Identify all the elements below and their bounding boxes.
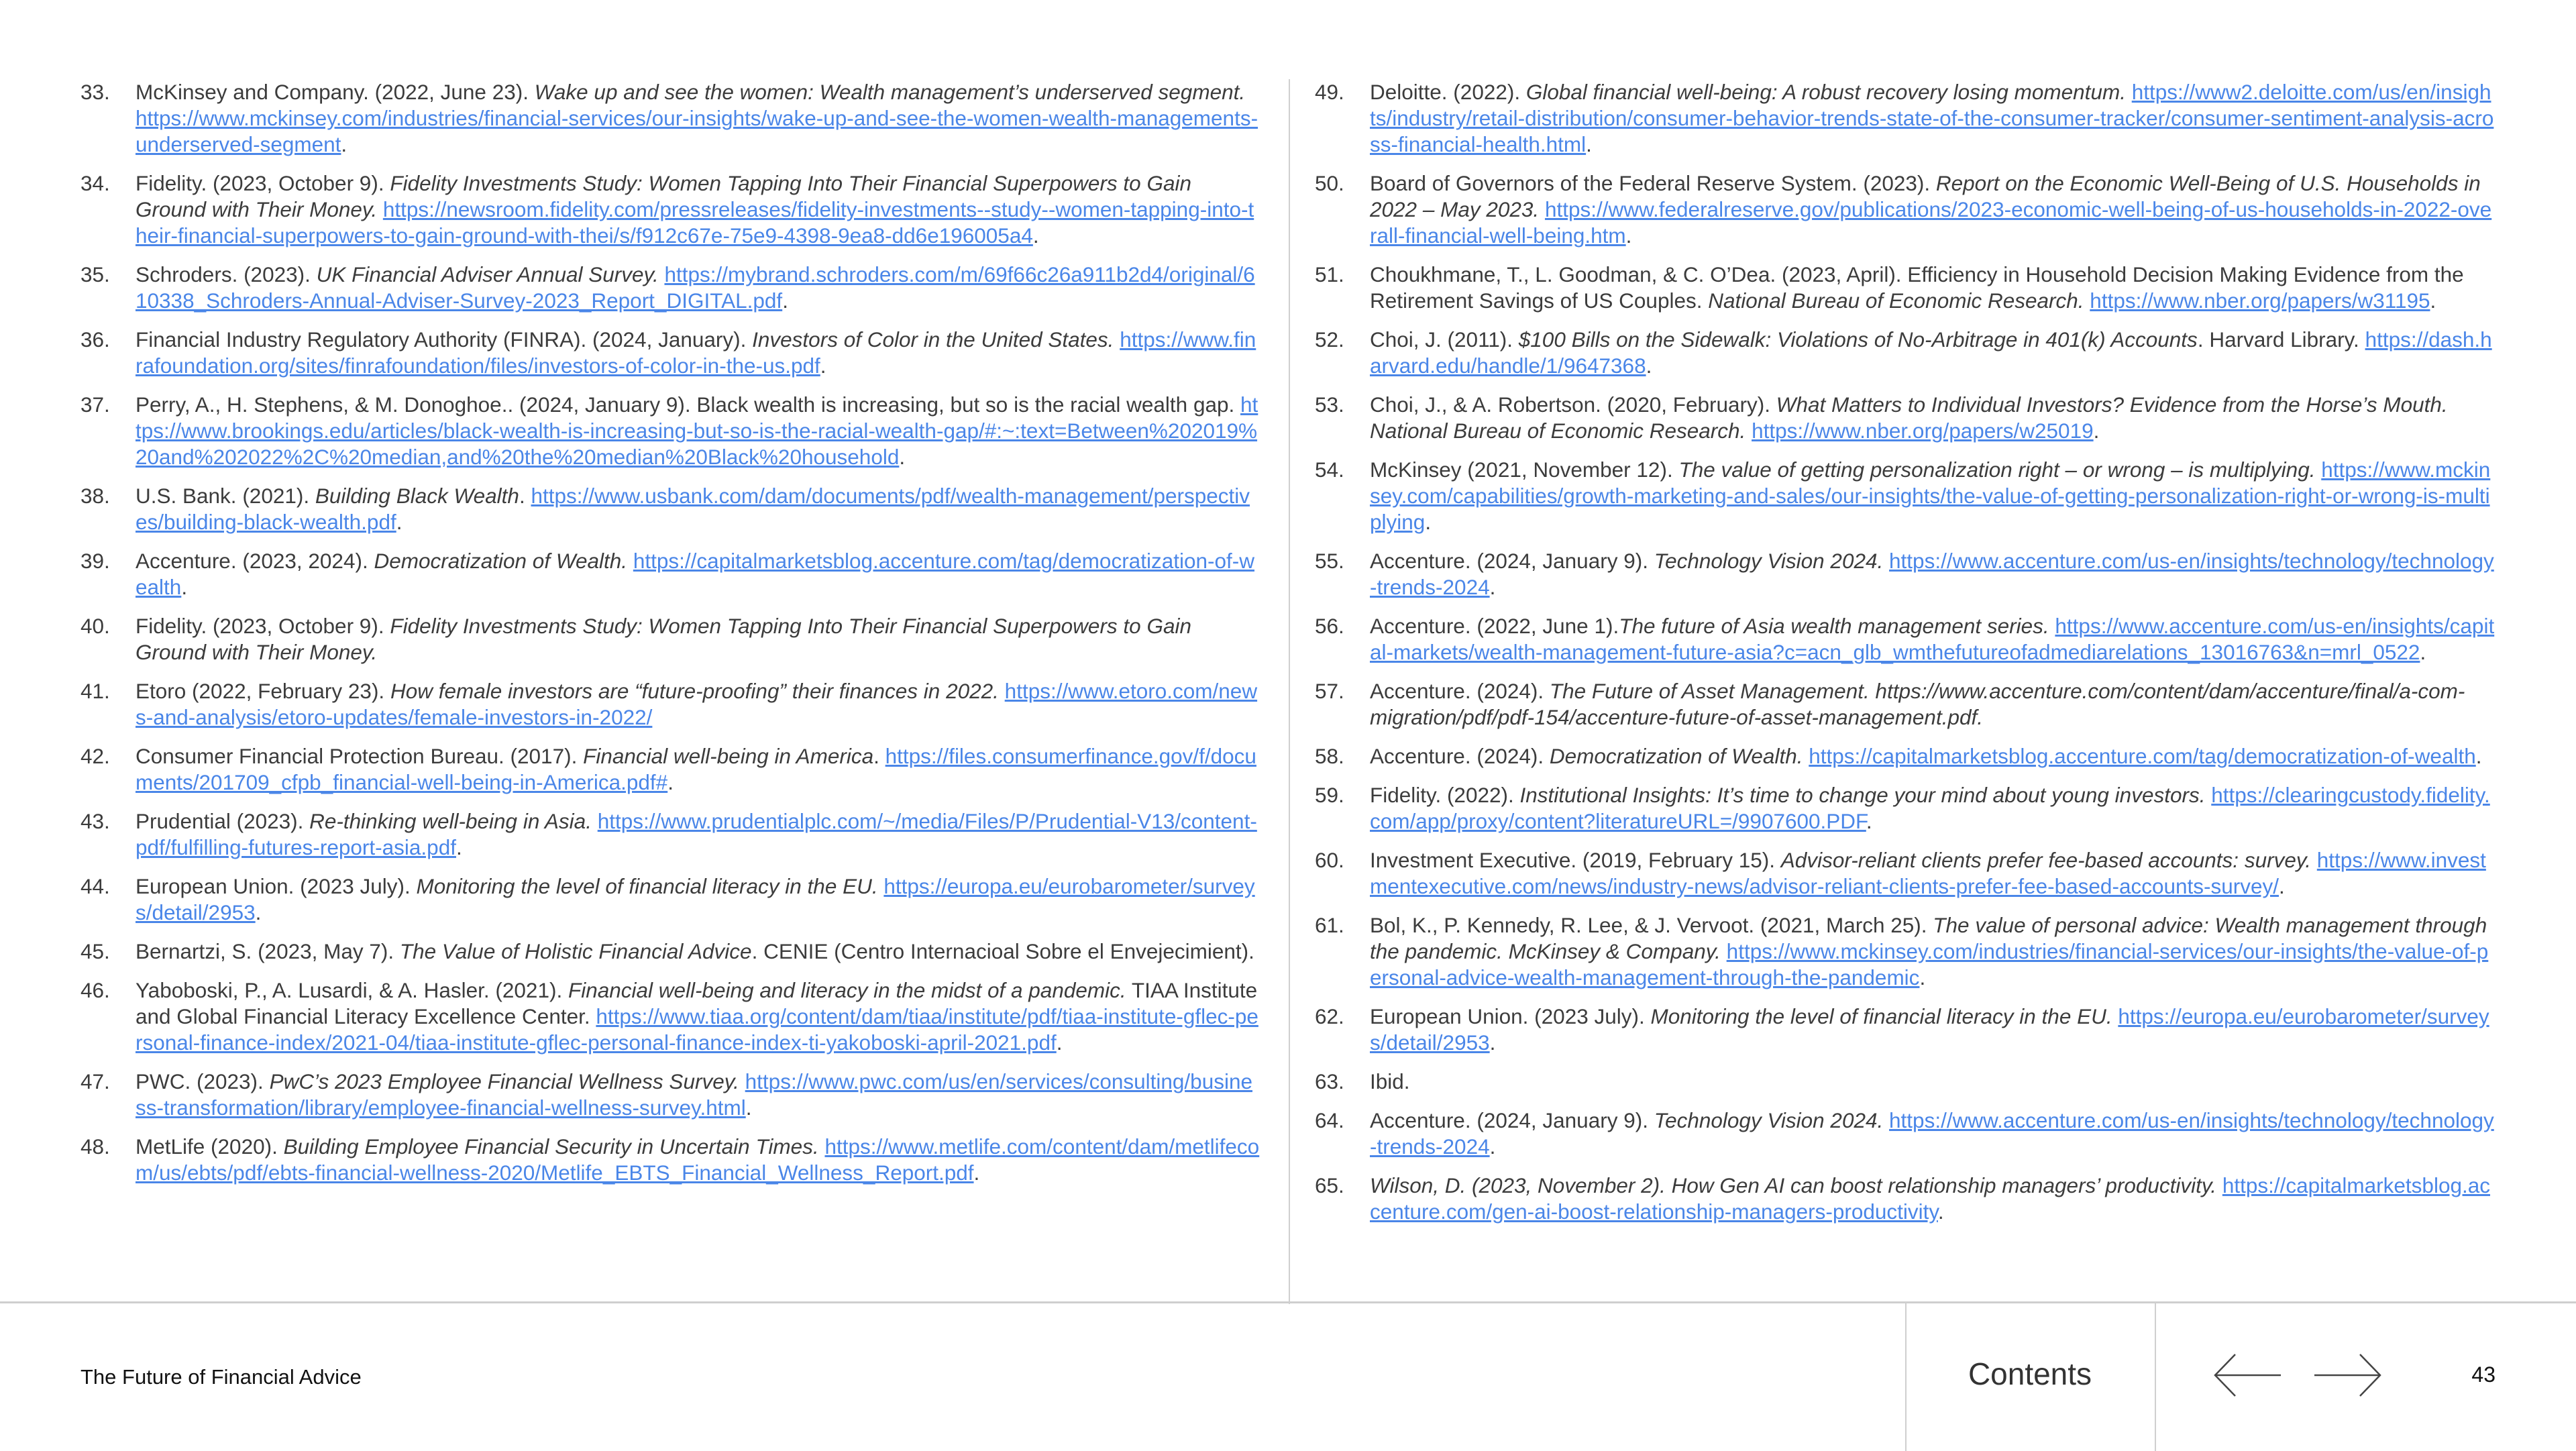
reference-text <box>1370 1173 2496 1225</box>
reference-link[interactable]: https://www.mckinsey.com/industries/financial-services/our-insights/the-value-of-personal-advice-wealth-management-through-the-pandemic <box>1370 939 2489 989</box>
reference-segment <box>1539 197 1545 221</box>
reference-title: Democratization of Wealth. <box>374 549 628 573</box>
reference-text <box>136 808 1261 861</box>
reference-title: Financial well-being in America <box>583 744 874 768</box>
reference-segment: Accenture. (2024, January 9). <box>1370 1108 1654 1132</box>
reference-item <box>80 327 1261 379</box>
reference-number: 41. <box>80 679 110 703</box>
reference-segment: Fidelity. (2023, October 9). <box>136 614 390 638</box>
reference-title: Fidelity Investments Study: Women Tapping Into Their Financial Superpowers to Gain Ground with Their Money. <box>136 171 1191 221</box>
reference-segment: Etoro (2022, February 23). <box>136 679 390 703</box>
reference-link[interactable]: https://www.federalreserve.gov/publications/2023-economic-well-being-of-us-households-in-2022-overall-financial-well-being.htm <box>1370 197 2492 248</box>
reference-segment: . <box>1866 809 1872 833</box>
reference-title: The Value of Holistic Financial Advice <box>399 939 752 963</box>
reference-text <box>136 483 1261 535</box>
reference-title: UK Financial Adviser Annual Survey. <box>316 262 659 286</box>
reference-link[interactable]: https://www.tiaa.org/content/dam/tiaa/institute/pdf/tiaa-institute-gflec-personal-finance-index/2021-04/tiaa-institute-gflec-personal-finance-index-ti-yakoboski-april-2021.pdf <box>136 1004 1258 1055</box>
reference-link[interactable]: https://www.accenture.com/us-en/insights/technology/technology-trends-2024 <box>1370 549 2494 599</box>
reference-text <box>136 678 1261 731</box>
reference-title: National Bureau of Economic Research. <box>1708 288 2084 313</box>
reference-number: 40. <box>80 614 110 638</box>
reference-text <box>136 262 1261 314</box>
reference-item <box>80 548 1261 600</box>
reference-segment: European Union. (2023 July). <box>1370 1004 1651 1028</box>
reference-text <box>1370 743 2496 769</box>
reference-item <box>1315 262 2496 314</box>
reference-segment: . <box>1489 575 1496 599</box>
reference-segment: . <box>782 288 788 313</box>
reference-link[interactable]: https://capitalmarketsblog.accenture.com/tag/democratization-of-wealth <box>136 549 1255 599</box>
reference-segment: Board of Governors of the Federal Reserve System. (2023). <box>1370 171 1936 195</box>
page-number: 43 <box>2471 1362 2496 1387</box>
reference-text <box>136 327 1261 379</box>
reference-link[interactable]: https://newsroom.fidelity.com/pressreleases/fidelity-investments--study--women-tapping-into-their-financial-superpowers-to-gain-ground-with-thei/s/f912c67e-75e9-4398-9ea8-dd6e196005a4 <box>136 197 1254 248</box>
reference-text <box>1370 392 2496 444</box>
reference-title: Institutional Insights: It’s time to change your mind about young investors. <box>1519 783 2206 807</box>
reference-item <box>80 938 1261 965</box>
reference-item <box>1315 678 2496 731</box>
reference-segment: Bol, K., P. Kennedy, R. Lee, & J. Vervoot. (2021, March 25). <box>1370 913 1933 937</box>
contents-link[interactable]: Contents <box>1968 1356 2092 1391</box>
reference-segment: McKinsey (2021, November 12). <box>1370 458 1679 482</box>
reference-text <box>1370 327 2496 379</box>
reference-link[interactable]: https://www.investmentexecutive.com/news/industry-news/advisor-reliant-clients-prefer-fee-based-accounts-survey/ <box>1370 848 2486 898</box>
reference-text <box>136 1134 1261 1186</box>
reference-item <box>1315 548 2496 600</box>
reference-link[interactable]: https://www.mckinsey.com/capabilities/growth-marketing-and-sales/our-insights/the-value-of-getting-personalization-right-or-wrong-is-multiplying <box>1370 458 2491 534</box>
reference-segment <box>627 549 633 573</box>
reference-segment: . <box>2093 419 2100 443</box>
reference-link[interactable]: https://capitalmarketsblog.accenture.com/gen-ai-boost-relationship-managers-productivity <box>1370 1173 2491 1224</box>
reference-link[interactable]: https://europa.eu/eurobarometer/surveys/detail/2953 <box>136 874 1255 924</box>
reference-link[interactable]: https://www.etoro.com/news-and-analysis/etoro-updates/female-investors-in-2022/ <box>136 679 1258 729</box>
reference-number: 37. <box>80 392 110 417</box>
reference-segment: Choi, J. (2011). <box>1370 327 1519 352</box>
reference-number: 53. <box>1315 392 1344 417</box>
reference-title: Investors of Color in the United States. <box>752 327 1114 352</box>
reference-item <box>1315 457 2496 535</box>
reference-segment: Schroders. (2023). <box>136 262 317 286</box>
reference-segment: . <box>820 354 826 378</box>
reference-title: PwC’s 2023 Employee Financial Wellness Survey. <box>269 1069 739 1093</box>
reference-number: 56. <box>1315 614 1344 638</box>
reference-item <box>80 392 1261 470</box>
reference-number: 58. <box>1315 744 1344 768</box>
reference-item <box>1315 912 2496 991</box>
reference-segment: Perry, A., H. Stephens, & M. Donoghoe.. (2024, January 9). Black wealth is increasing, but so is the racial wealth gap. <box>136 392 1241 417</box>
reference-segment: McKinsey and Company. (2022, June 23). <box>136 80 535 104</box>
reference-title: Monitoring the level of financial literacy in the EU. <box>1650 1004 2112 1028</box>
reference-number: 51. <box>1315 262 1344 286</box>
reference-segment: Consumer Financial Protection Bureau. (2017). <box>136 744 584 768</box>
reference-title: Global financial well-being: A robust recovery losing momentum. <box>1525 80 2126 104</box>
reference-segment: Choukhmane, T., L. Goodman, & C. O’Dea. (2023, April). Efficiency in Household Decision Making Evidence from the Retirement Savings of US Couples. <box>1370 262 2464 313</box>
reference-segment: Accenture. (2024). <box>1370 744 1550 768</box>
reference-item <box>1315 79 2496 158</box>
reference-segment <box>739 1069 745 1093</box>
reference-title: Democratization of Wealth. <box>1549 744 1803 768</box>
reference-title: The Future of Asset Management. https://www.accenture.com/content/dam/accenture/final/a-com-migration/pdf/pdf-154/accenture-future-of-asset-management.pdf. <box>1370 679 2465 729</box>
reference-segment: . <box>745 1095 752 1120</box>
reference-segment: TIAA Institute and Global Financial Literacy Excellence Center. <box>136 978 1258 1028</box>
reference-item <box>1315 392 2496 444</box>
reference-segment: . <box>2279 874 2285 898</box>
reference-number: 34. <box>80 171 110 195</box>
reference-segment: Financial Industry Regulatory Authority (FINRA). (2024, January). <box>136 327 753 352</box>
reference-text <box>1370 782 2496 835</box>
reference-segment: Choi, J., & A. Robertson. (2020, February). <box>1370 392 1776 417</box>
reference-link[interactable]: https://www.mckinsey.com/industries/financial-services/our-insights/wake-up-and-see-the-women-wealth-managements-underserved-segment <box>136 106 1258 156</box>
reference-item <box>80 977 1261 1056</box>
reference-segment: . <box>396 510 402 534</box>
reference-text <box>136 548 1261 600</box>
reference-segment: . <box>1032 223 1039 248</box>
reference-number: 55. <box>1315 549 1344 573</box>
reference-number: 42. <box>80 744 110 768</box>
reference-number: 36. <box>80 327 110 352</box>
reference-title: Financial well-being and literacy in the midst of a pandemic. <box>568 978 1126 1002</box>
reference-title: Technology Vision 2024. <box>1654 549 1884 573</box>
reference-item <box>1315 1004 2496 1056</box>
reference-item <box>1315 327 2496 379</box>
reference-segment: Ibid. <box>1370 1069 1410 1093</box>
reference-segment: . <box>519 484 531 508</box>
reference-segment: . <box>2430 288 2436 313</box>
reference-segment: . <box>341 132 347 156</box>
reference-link[interactable]: https://www.nber.org/papers/w31195 <box>2090 288 2430 313</box>
reference-title: $100 Bills on the Sidewalk: Violations of No-Arbitrage in 401(k) Accounts <box>1518 327 2198 352</box>
reference-link[interactable]: https://www.accenture.com/us-en/insights/capital-markets/wealth-management-future-asia?c=acn_glb_wmthefutureofadmediarelations_13016763&n=mrl_0522 <box>1370 614 2495 664</box>
reference-segment: Bernartzi, S. (2023, May 7). <box>136 939 400 963</box>
reference-text <box>1370 1108 2496 1160</box>
reference-text <box>136 79 1261 158</box>
reference-number: 64. <box>1315 1108 1344 1132</box>
reference-link[interactable]: https://mybrand.schroders.com/m/69f66c26a911b2d4/original/610338_Schroders-Annual-Adviser-Survey-2023_Report_DIGITAL.pdf <box>136 262 1255 313</box>
reference-number: 54. <box>1315 458 1344 482</box>
reference-number: 44. <box>80 874 110 898</box>
reference-item <box>80 1134 1261 1186</box>
reference-segment: . <box>255 900 262 924</box>
reference-title: What Matters to Individual Investors? Evidence from the Horse’s Mouth. National Bureau of Economic Research. <box>1370 392 2448 443</box>
reference-segment: . <box>667 770 674 794</box>
references-left-column <box>80 79 1261 1199</box>
reference-item <box>80 678 1261 731</box>
reference-link[interactable]: https://www.brookings.edu/articles/black-wealth-is-increasing-but-so-is-the-racial-wealth-gap/#:~:text=Between%202019%20and%202022%2C%20median,and%20the%20median%20Black%20household <box>136 392 1258 469</box>
reference-segment: Deloitte. (2022). <box>1370 80 1526 104</box>
reference-text <box>136 873 1261 926</box>
reference-link[interactable]: https://www.usbank.com/dam/documents/pdf/wealth-management/perspectives/building-black-wealth.pdf <box>136 484 1250 534</box>
reference-item <box>80 808 1261 861</box>
reference-number: 63. <box>1315 1069 1344 1093</box>
reference-number: 48. <box>80 1134 110 1159</box>
document-title: The Future of Financial Advice <box>80 1365 362 1389</box>
reference-segment: PWC. (2023). <box>136 1069 270 1093</box>
reference-link[interactable]: https://www.finrafoundation.org/sites/finrafoundation/files/investors-of-color-in-the-us.pdf <box>136 327 1256 378</box>
reference-number: 57. <box>1315 679 1344 703</box>
reference-segment: . <box>973 1161 980 1185</box>
reference-text <box>1370 912 2496 991</box>
reference-segment: MetLife (2020). <box>136 1134 284 1159</box>
reference-text <box>136 392 1261 470</box>
reference-title: Monitoring the level of financial literacy in the EU. <box>416 874 878 898</box>
reference-segment: Accenture. (2024). <box>1370 679 1550 703</box>
reference-number: 38. <box>80 484 110 508</box>
reference-title: The future of Asia wealth management series. <box>1619 614 2049 638</box>
reference-title: The value of personal advice: Wealth management through the pandemic. McKinsey & Company. <box>1370 913 2487 963</box>
reference-item <box>80 262 1261 314</box>
reference-title: Wilson, D. (2023, November 2). How Gen AI can boost relationship managers’ productivity. <box>1370 1173 2217 1197</box>
reference-text <box>1370 613 2496 665</box>
reference-segment: Fidelity. (2023, October 9). <box>136 171 390 195</box>
reference-link[interactable]: https://www.accenture.com/us-en/insights/technology/technology-trends-2024 <box>1370 1108 2494 1159</box>
page-footer <box>0 1301 2576 1451</box>
reference-segment: Fidelity. (2022). <box>1370 783 1520 807</box>
reference-link[interactable]: https://www.pwc.com/us/en/services/consulting/business-transformation/library/employee-financial-wellness-survey.html <box>136 1069 1252 1120</box>
reference-segment: U.S. Bank. (2021). <box>136 484 315 508</box>
reference-segment: European Union. (2023 July). <box>136 874 417 898</box>
reference-text <box>136 1069 1261 1121</box>
reference-link[interactable]: https://www2.deloitte.com/us/en/insights/industry/retail-distribution/consumer-behavior-trends-state-of-the-consumer-tracker/consumer-sentiment-analysis-across-financial-health.html <box>1370 80 2494 156</box>
reference-segment: . <box>2420 640 2426 664</box>
reference-number: 43. <box>80 809 110 833</box>
reference-segment: Investment Executive. (2019, February 15). <box>1370 848 1781 872</box>
reference-item <box>80 79 1261 158</box>
reference-text <box>1370 262 2496 314</box>
reference-segment <box>1721 939 1727 963</box>
reference-segment <box>999 679 1005 703</box>
reference-segment <box>1114 327 1120 352</box>
reference-link[interactable]: https://www.metlife.com/content/dam/metlifecom/us/ebts/pdf/ebts-financial-wellness-2020/Metlife_EBTS_Financial_Wellness_Report.pdf <box>136 1134 1260 1185</box>
reference-segment <box>592 809 598 833</box>
reference-segment: . <box>1625 223 1632 248</box>
reference-number: 35. <box>80 262 110 286</box>
reference-text <box>1370 847 2496 900</box>
reference-text <box>1370 79 2496 158</box>
reference-number: 59. <box>1315 783 1344 807</box>
column-divider <box>1289 79 1290 1304</box>
reference-item <box>1315 170 2496 249</box>
reference-text <box>1370 1004 2496 1056</box>
reference-title: Fidelity Investments Study: Women Tapping Into Their Financial Superpowers to Gain Ground with Their Money. <box>136 614 1191 664</box>
reference-segment: Accenture. (2022, June 1). <box>1370 614 1619 638</box>
reference-segment <box>2216 1173 2222 1197</box>
reference-segment: . <box>873 744 885 768</box>
reference-text <box>1370 1069 2496 1095</box>
references-right-column <box>1315 79 2496 1238</box>
reference-title: Building Employee Financial Security in Uncertain Times. <box>283 1134 819 1159</box>
reference-number: 50. <box>1315 171 1344 195</box>
reference-number: 39. <box>80 549 110 573</box>
reference-item <box>1315 782 2496 835</box>
reference-item <box>80 1069 1261 1121</box>
reference-segment: . CENIE (Centro Internacioal Sobre el Envejecimient). <box>751 939 1254 963</box>
reference-segment: . <box>1937 1199 1944 1224</box>
arrow-right-icon[interactable] <box>2312 1352 2383 1399</box>
reference-segment <box>377 197 383 221</box>
reference-item <box>1315 1108 2496 1160</box>
reference-item <box>1315 1069 2496 1095</box>
reference-item <box>80 743 1261 796</box>
reference-item <box>80 170 1261 249</box>
reference-title: Wake up and see the women: Wealth management’s underserved segment. <box>534 80 1246 104</box>
reference-item <box>1315 847 2496 900</box>
reference-title: Building Black Wealth <box>315 484 519 508</box>
reference-item <box>80 483 1261 535</box>
reference-link[interactable]: https://files.consumerfinance.gov/f/documents/201709_cfpb_financial-well-being-in-America.pdf# <box>136 744 1256 794</box>
reference-text <box>136 170 1261 249</box>
reference-link[interactable]: https://www.prudentialplc.com/~/media/Files/P/Prudential-V13/content-pdf/fulfilling-futures-report-asia.pdf <box>136 809 1257 859</box>
reference-segment <box>1803 744 1809 768</box>
reference-number: 62. <box>1315 1004 1344 1028</box>
reference-text <box>136 938 1261 965</box>
reference-number: 47. <box>80 1069 110 1093</box>
reference-title: Technology Vision 2024. <box>1654 1108 1884 1132</box>
footer-divider <box>2155 1303 2156 1451</box>
reference-number: 46. <box>80 978 110 1002</box>
reference-segment: . Harvard Library. <box>2197 327 2365 352</box>
reference-text <box>1370 548 2496 600</box>
reference-segment: . <box>1489 1134 1496 1159</box>
reference-segment <box>2205 783 2211 807</box>
reference-text <box>1370 170 2496 249</box>
reference-segment: . <box>1489 1030 1496 1055</box>
reference-title: Advisor-reliant clients prefer fee-based accounts: survey. <box>1780 848 2312 872</box>
reference-number: 45. <box>80 939 110 963</box>
reference-segment: . <box>1646 354 1652 378</box>
reference-link[interactable]: https://capitalmarketsblog.accenture.com/tag/democratization-of-wealth <box>1809 744 2476 768</box>
reference-segment: . <box>1586 132 1592 156</box>
reference-link[interactable]: https://www.nber.org/papers/w25019 <box>1752 419 2094 443</box>
reference-number: 65. <box>1315 1173 1344 1197</box>
reference-segment: . <box>455 835 462 859</box>
reference-segment <box>2126 80 2132 104</box>
reference-segment <box>1883 549 1889 573</box>
reference-segment: Accenture. (2024, January 9). <box>1370 549 1654 573</box>
reference-segment: Prudential (2023). <box>136 809 310 833</box>
reference-item <box>80 873 1261 926</box>
reference-item <box>1315 613 2496 665</box>
reference-segment: . <box>181 575 188 599</box>
reference-item <box>1315 743 2496 769</box>
reference-segment <box>2315 458 2321 482</box>
reference-title: How female investors are “future-proofing” their finances in 2022. <box>390 679 999 703</box>
arrow-left-icon[interactable] <box>2212 1352 2284 1399</box>
reference-segment: Yaboboski, P., A. Lusardi, & A. Hasler. (2021). <box>136 978 568 1002</box>
reference-item <box>80 613 1261 665</box>
reference-title: The value of getting personalization right – or wrong – is multiplying. <box>1678 458 2316 482</box>
reference-link[interactable]: https://clearingcustody.fidelity.com/app/proxy/content?literatureURL=/9907600.PDF <box>1370 783 2490 833</box>
reference-segment: . <box>1919 965 1926 989</box>
reference-segment <box>2311 848 2317 872</box>
reference-number: 52. <box>1315 327 1344 352</box>
reference-number: 60. <box>1315 848 1344 872</box>
reference-link[interactable]: https://dash.harvard.edu/handle/1/9647368 <box>1370 327 2492 378</box>
reference-segment <box>2084 288 2090 313</box>
reference-segment: . <box>1425 510 1432 534</box>
reference-text <box>136 977 1261 1056</box>
reference-segment: . <box>2475 744 2482 768</box>
reference-item <box>1315 1173 2496 1225</box>
reference-segment: . <box>1056 1030 1063 1055</box>
reference-link[interactable]: https://europa.eu/eurobarometer/surveys/detail/2953 <box>1370 1004 2489 1055</box>
reference-text <box>1370 457 2496 535</box>
reference-text <box>136 743 1261 796</box>
reference-number: 33. <box>80 80 110 104</box>
reference-title: Report on the Economic Well-Being of U.S. Households in 2022 – May 2023. <box>1370 171 2481 221</box>
reference-number: 49. <box>1315 80 1344 104</box>
reference-text <box>1370 678 2496 731</box>
reference-segment: Accenture. (2023, 2024). <box>136 549 374 573</box>
reference-segment <box>1746 419 1752 443</box>
reference-segment: . <box>899 445 906 469</box>
reference-segment <box>1883 1108 1889 1132</box>
reference-number: 61. <box>1315 913 1344 937</box>
reference-text <box>136 613 1261 665</box>
reference-title: Re-thinking well-being in Asia. <box>309 809 592 833</box>
